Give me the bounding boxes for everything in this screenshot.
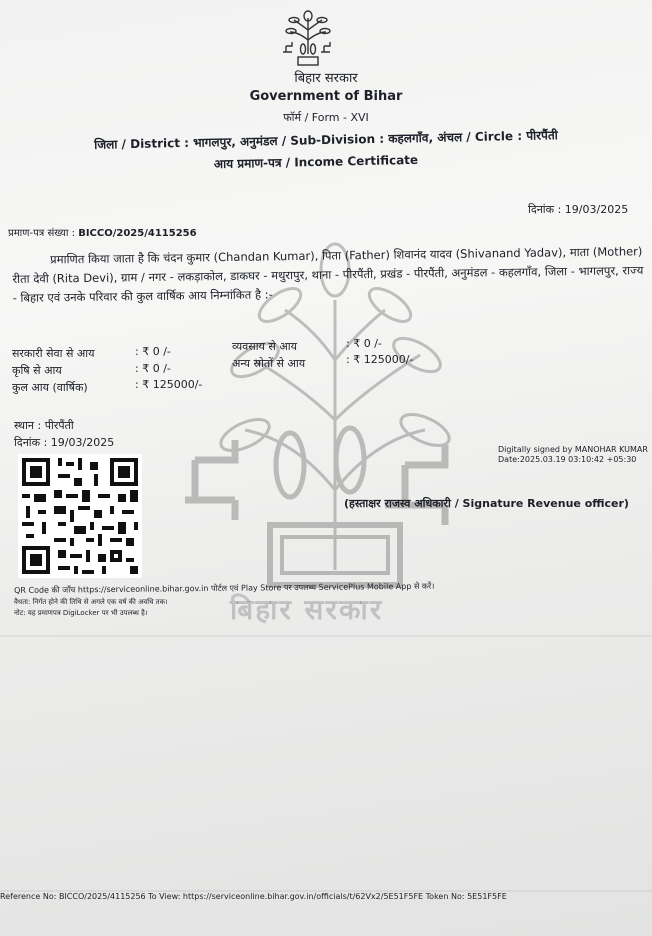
other-income-label: अन्य स्रोतों से आय — [232, 357, 306, 370]
other-income-value: : ₹ 125000/- — [346, 353, 414, 366]
digilocker-note: नोट: यह प्रमाणपत्र DigiLocker पर भी उपलब्ध है। — [14, 609, 148, 617]
qr-verification-note: QR Code की जाँच https://serviceonline.bihar.gov.in पोर्टल एवं Play Store पर उपलब्ध ServicePlus Mobile App से करें। — [14, 581, 435, 595]
govt-english: Government of Bihar — [249, 89, 403, 104]
reference-footer: Reference No: BICCO/2025/4115256 To View: https://serviceonline.bihar.gov.in/officials/t/62Vx2/5E51F5FE Token No: 5E51F5FE — [0, 892, 507, 901]
certificate-title: आय प्रमाण-पत्र / Income Certificate — [213, 152, 419, 172]
certificate-number-label: प्रमाण-पत्र संख्या : — [8, 228, 79, 239]
emblem-text — [296, 50, 330, 59]
validity-note: वैधता: निर्गत होने की तिथि से अगले एक वर्ष की अवधि तक। — [14, 598, 168, 606]
certificate-number-value: BICCO/2025/4115256 — [78, 228, 197, 239]
agriculture-label: कृषि से आय — [12, 364, 62, 377]
signatory-title: (हस्ताक्षर राजस्व अधिकारी / Signature Revenue officer) — [344, 497, 629, 510]
certificate-number — [8, 225, 197, 239]
location-line: जिला / District : भागलपुर, अनुमंडल / Sub-Division : कहलगाँव, अंचल / Circle : पीरपैंती — [94, 128, 558, 152]
place-date: दिनांक : 19/03/2025 — [14, 436, 115, 449]
total-income-label: कुल आय (वार्षिक) — [12, 381, 88, 394]
govt-hindi: बिहार सरकार — [294, 71, 358, 86]
govt-service-label: सरकारी सेवा से आय — [12, 347, 95, 360]
issue-date: दिनांक : 19/03/2025 — [528, 203, 629, 216]
digital-signature-date: Date:2025.03.19 03:10:42 +05:30 — [498, 455, 637, 464]
total-income-value: : ₹ 125000/- — [135, 378, 203, 391]
business-income-label: व्यवसाय से आय — [232, 340, 297, 353]
bihar-emblem-icon — [282, 10, 334, 68]
govt-service-value: : ₹ 0 /- — [135, 345, 171, 358]
digital-signature-name: Digitally signed by MANOHAR KUMAR — [498, 445, 648, 454]
watermark-text: बिहार सरकार — [230, 593, 384, 626]
place: स्थान : पीरपैंती — [14, 419, 74, 432]
form-number: फॉर्म / Form - XVI — [283, 111, 369, 124]
agriculture-value: : ₹ 0 /- — [135, 362, 171, 375]
verification-qr-code — [18, 454, 142, 578]
business-income-value: : ₹ 0 /- — [346, 337, 382, 350]
certificate-statement: प्रमाणित किया जाता है कि चंदन कुमार (Chandan Kumar), पिता (Father) शिवानंद यादव (Shivanand Yadav), माता (Mother) रीता देवी (Rita Devi), ग्राम / नगर - लकड़ाकोल, डाकघर - मथुरापुर, थाना - पीरपैंती, प्रखंड - पीरपैंती, अनुमंडल - कहलगाँव, जिला - भागलपुर, राज्य - बिहार एवं उनके परिवार की कुल वार्षिक आय निम्नांकित है :- — [12, 244, 644, 305]
